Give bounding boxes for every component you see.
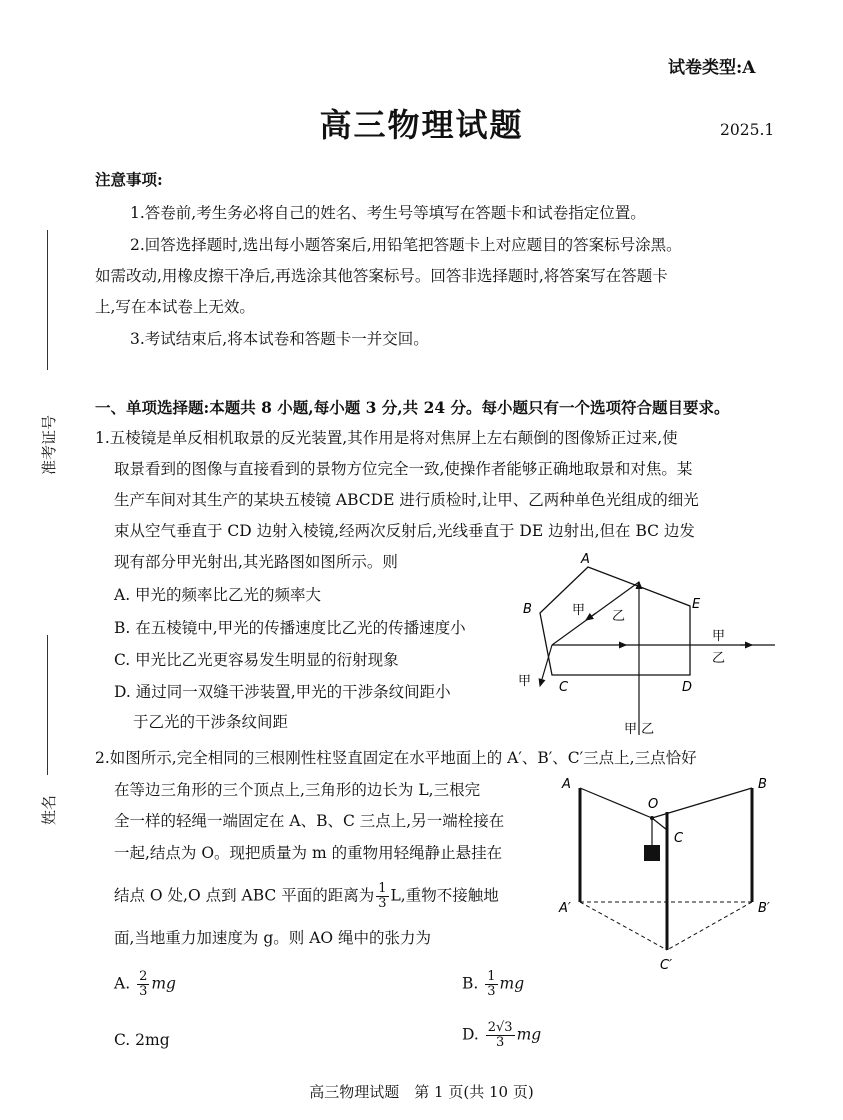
label-jia-yi-incident: 甲 乙 xyxy=(624,722,655,737)
knot-o xyxy=(650,816,654,820)
page-footer: 高三物理试题 第 1 页(共 10 页) xyxy=(309,1083,534,1101)
base-edge-bc xyxy=(667,902,752,950)
label-yi-inside: 乙 xyxy=(612,609,626,624)
notice-heading: 注意事项: xyxy=(95,170,163,189)
q2-line-4: 一起,结点为 O。现把质量为 m 的重物用轻绳静止悬挂在 xyxy=(114,844,503,862)
q2-fraction xyxy=(376,882,388,911)
q2-option-b-label: B. xyxy=(462,974,479,993)
q2-line-3: 全一样的轻绳一端固定在 A、B、C 三点上,另一端栓接在 xyxy=(114,812,505,830)
label-a: A xyxy=(562,777,571,792)
paper-type: 试卷类型:A xyxy=(668,58,756,78)
q2-line-2: 在等边三角形的三个顶点上,三角形的边长为 L,三根完 xyxy=(114,781,481,799)
label-b: B xyxy=(758,777,767,792)
reflected-ray-1-arrow xyxy=(586,613,596,620)
notice-item-1: 1.答卷前,考生务必将自己的姓名、考生号等填写在答题卡和试卷指定位置。 xyxy=(130,204,646,222)
q2-option-b-fraction xyxy=(485,970,497,999)
notice-item-2-line-1: 2.回答选择题时,选出每小题答案后,用铅笔把答题卡上对应题目的答案标号涂黑。 xyxy=(130,236,682,254)
q1-option-b: B. 在五棱镜中,甲光的传播速度比乙光的传播速度小 xyxy=(114,619,466,637)
q2-fraction-num: 1 xyxy=(378,881,387,896)
label-a-prime: A′ xyxy=(559,901,571,916)
q2-option-d xyxy=(462,1021,541,1050)
label-c-prime: C′ xyxy=(660,958,673,973)
q2-option-a xyxy=(114,970,176,999)
name-label: 姓名 xyxy=(40,794,58,825)
q1-line-5: 现有部分甲光射出,其光路图如图所示。则 xyxy=(114,553,398,571)
q2-option-d-label: D. xyxy=(462,1025,479,1044)
rope-bo xyxy=(652,788,752,818)
label-c: C xyxy=(559,680,569,695)
q2-option-a-den: 3 xyxy=(139,984,148,999)
page-title: 高三物理试题 xyxy=(319,106,524,144)
weight xyxy=(644,845,660,861)
name-line xyxy=(47,635,48,775)
label-o: O xyxy=(648,797,659,812)
label-d: D xyxy=(682,680,693,695)
exam-id-line xyxy=(47,230,48,370)
q2-option-b-num: 1 xyxy=(487,969,496,984)
label-yi-exit: 乙 xyxy=(712,651,726,666)
q1-line-4: 束从空气垂直于 CD 边射入棱镜,经两次反射后,光线垂直于 DE 边射出,但在 BC 边发 xyxy=(114,522,695,540)
q1-option-d-line-1: D. 通过同一双缝干涉装置,甲光的干涉条纹间距小 xyxy=(114,683,451,701)
q1-option-c: C. 甲光比乙光更容易发生明显的衍射现象 xyxy=(114,651,399,669)
q2-option-d-den: 3 xyxy=(496,1035,505,1050)
q2-option-d-num: 2√3 xyxy=(487,1020,513,1035)
label-b: B xyxy=(523,602,532,617)
q1-line-1: 1.五棱镜是单反相机取景的反光装置,其作用是将对焦屏上左右颠倒的图像矫正过来,使 xyxy=(95,429,678,447)
q2-fraction-den: 3 xyxy=(378,896,387,911)
label-c: C xyxy=(674,831,684,846)
exam-date: 2025.1 xyxy=(720,121,775,139)
q2-line-5-b: L,重物不接触地 xyxy=(390,886,499,905)
q2-option-a-label: A. xyxy=(114,974,131,993)
q2-line-5 xyxy=(114,882,499,911)
section-heading: 一、单项选择题:本题共 8 小题,每小题 3 分,共 24 分。每小题只有一个选项符合题目要求。 xyxy=(95,398,730,417)
exam-id-label: 准考证号 xyxy=(40,414,58,475)
q2-option-a-fraction xyxy=(137,970,149,999)
q1-line-2: 取景看到的图像与直接看到的景物方位完全一致,使操作者能够正确地取景和对焦。某 xyxy=(114,460,693,478)
label-jia-bc: 甲 xyxy=(518,674,532,689)
label-a: A xyxy=(581,552,590,567)
q1-option-d-line-2: 于乙光的干涉条纹间距 xyxy=(133,713,289,731)
q2-line-1: 2.如图所示,完全相同的三根刚性柱竖直固定在水平地面上的 A′、B′、C′三点上,三点恰好 xyxy=(95,749,697,767)
q2-option-a-num: 2 xyxy=(139,969,148,984)
q1-line-3: 生产车间对其生产的某块五棱镜 ABCDE 进行质检时,让甲、乙两种单色光组成的细光 xyxy=(114,491,699,509)
q2-option-b-den: 3 xyxy=(487,984,496,999)
q2-line-6: 面,当地重力加速度为 g。则 AO 绳中的张力为 xyxy=(114,929,432,947)
pentaprism-figure xyxy=(500,548,790,743)
notice-item-3: 3.考试结束后,将本试卷和答题卡一并交回。 xyxy=(130,330,429,348)
q2-option-c: C. 2mg xyxy=(114,1031,170,1049)
q2-option-d-unit: mg xyxy=(516,1025,542,1044)
notice-item-2-line-2: 如需改动,用橡皮擦干净后,再选涂其他答案标号。回答非选择题时,将答案写在答题卡 xyxy=(95,267,668,285)
label-b-prime: B′ xyxy=(758,901,770,916)
q2-option-b-unit: mg xyxy=(499,974,525,993)
pillars-figure xyxy=(555,772,785,977)
label-jia-inside: 甲 xyxy=(572,603,586,618)
notice-item-2-line-3: 上,写在本试卷上无效。 xyxy=(95,298,255,316)
base-edge-ac xyxy=(580,902,667,950)
rope-ao xyxy=(580,788,652,818)
label-e: E xyxy=(692,597,701,612)
q2-line-5-a: 结点 O 处,O 点到 ABC 平面的距离为 xyxy=(114,886,375,905)
label-jia-exit: 甲 xyxy=(712,629,726,644)
rope-co xyxy=(652,818,667,830)
q2-option-b xyxy=(462,970,524,999)
q1-option-a: A. 甲光的频率比乙光的频率大 xyxy=(114,586,322,604)
q2-option-d-fraction xyxy=(486,1021,515,1050)
q2-option-a-unit: mg xyxy=(151,974,176,993)
